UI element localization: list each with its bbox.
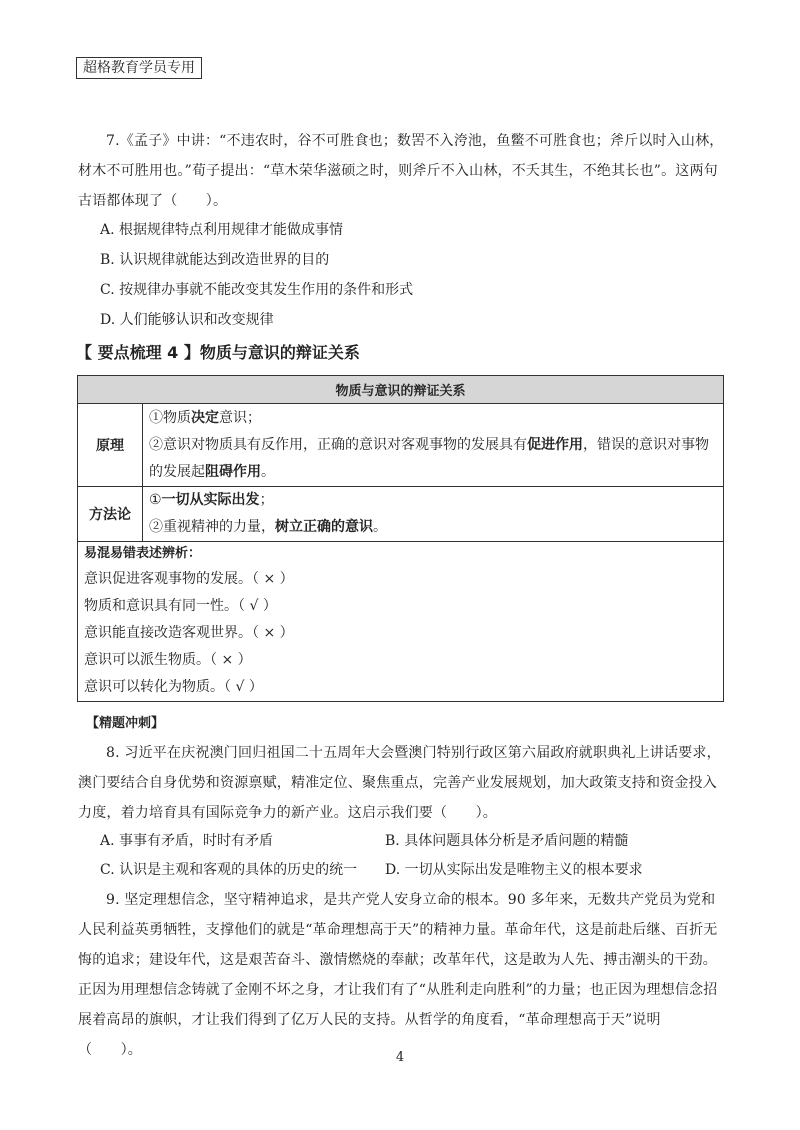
table-header: 物质与意识的辩证关系: [78, 376, 724, 404]
principle-1a: ①物质: [149, 409, 191, 426]
error-analysis-box: [78, 542, 724, 702]
principle-2d: 阻碍作用: [205, 463, 261, 480]
method-2c: 。: [373, 519, 387, 535]
error-item: 物质和意识具有同一性。（ √ ）: [84, 598, 277, 614]
principle-label: 原理: [78, 404, 143, 487]
error-item: 意识可以派生物质。（ × ）: [84, 652, 252, 668]
q8-option-b: B. 具体问题具体分析是矛盾问题的精髓: [385, 833, 629, 849]
method-content: [143, 487, 724, 542]
method-label: 方法论: [78, 487, 143, 542]
page-number: 4: [395, 1050, 405, 1065]
header-tag: 超格教育学员专用: [76, 57, 202, 79]
question-8-stem: 8. 习近平在庆祝澳门回归祖国二十五周年大会暨澳门特别行政区第六届政府就职典礼上讲话要求，澳门要结合自身优势和资源禀赋，精准定位、聚焦重点，完善产业发展规划，加大政策支持和资金投入力度，着力培育具有国际竞争力的新产业。这启示我们要（ ）。: [78, 745, 721, 821]
q8-option-d: D. 一切从实际出发是唯物主义的根本要求: [385, 862, 643, 878]
section-title: 【 要点梳理 4 】物质与意识的辩证关系: [76, 343, 360, 362]
principle-1c: 意识；: [219, 409, 261, 426]
method-1b: 一切从实际出发: [161, 492, 260, 508]
error-item: 意识能直接改造客观世界。（ × ）: [84, 625, 294, 641]
error-item: 意识可以转化为物质。（ √ ）: [84, 679, 263, 695]
method-1a: ①: [149, 492, 162, 508]
principle-2b: 促进作用: [527, 436, 583, 453]
principle-2a: ②意识对物质具有反作用，正确的意识对客观事物的发展具有: [149, 436, 527, 453]
principle-2c: ，错误的意识对事物的发展起: [149, 436, 709, 480]
question-7-stem: 7.《孟子》中讲：“不违农时，谷不可胜食也；数罟不入洿池，鱼鳖不可胜食也；斧斤以时入山林，材木不可胜用也。”荀子提出：“草木荣华滋硕之时，则斧斤不入山林，不夭其生，不绝其长也”。这两句古语都体现了（ ）。: [78, 133, 724, 209]
question-9-stem: 9. 坚定理想信念，坚守精神追求，是共产党人安身立命的根本。90 多年来，无数共产党员为党和人民利益英勇牺牲，支撑他们的就是“革命理想高于天”的精神力量。革命年代，这是前赴后继、百折无悔的追求；建设年代，这是艰苦奋斗、激情燃烧的奉献；改革年代，这是敢为人先、搏击潮头的干劲。正因为用理想信念铸就了金刚不坏之身，才让我们有了“从胜利走向胜利”的力量；也正因为理想信念招展着高昂的旗帜，才让我们得到了亿万人民的支持。从哲学的角度看，“革命理想高于天”说明（ ）。: [78, 892, 718, 1058]
error-item: 意识促进客观事物的发展。（ × ）: [84, 571, 294, 587]
method-1c: ；: [259, 492, 274, 508]
error-analysis-title: 易混易错表述辨析：: [84, 546, 202, 561]
practice-title: 【精题冲刺】: [86, 716, 165, 731]
q7-option-a: A. 根据规律特点利用规律才能做成事情: [100, 222, 344, 238]
principle-content: [143, 404, 724, 487]
method-2a: ②重视精神的力量，: [149, 519, 275, 535]
key-points-table: [77, 375, 724, 702]
q7-option-d: D. 人们能够认识和改变规律: [100, 312, 274, 328]
q7-option-b: B. 认识规律就能达到改造世界的目的: [100, 252, 330, 268]
method-2b: 树立正确的意识: [275, 519, 373, 535]
principle-1b: 决定: [191, 409, 219, 426]
q8-option-c: C. 认识是主观和客观的具体的历史的统一: [100, 862, 358, 878]
q8-option-a: A. 事事有矛盾，时时有矛盾: [100, 833, 274, 849]
principle-2e: 。: [261, 463, 275, 480]
q7-option-c: C. 按规律办事就不能改变其发生作用的条件和形式: [100, 282, 414, 298]
